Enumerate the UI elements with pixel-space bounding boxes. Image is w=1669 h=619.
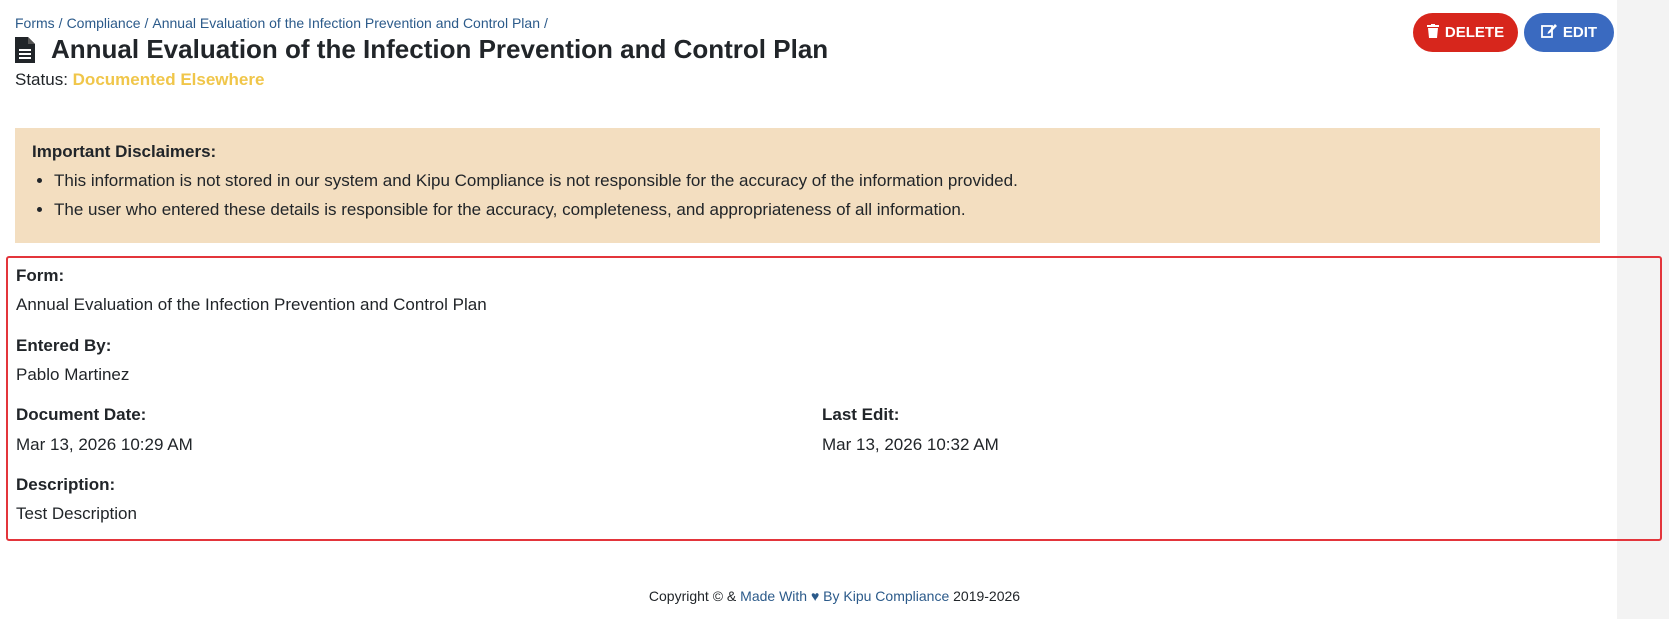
disclaimer-item: • This information is not stored in our system and Kipu Compliance is not responsible for the accuracy of the information provided. — [54, 170, 1583, 191]
footer — [0, 588, 1669, 604]
last-edit-label: Last Edit: — [822, 405, 900, 424]
breadcrumb-forms[interactable]: Forms — [15, 15, 55, 31]
form-label: Form: — [16, 266, 65, 285]
last-edit-value: Mar 13, 2026 10:32 AM — [822, 435, 999, 454]
entered-by-value: Pablo Martinez — [16, 365, 130, 384]
title-row — [15, 34, 828, 65]
disclaimer-box — [15, 128, 1600, 243]
breadcrumb-current-form[interactable]: Annual Evaluation of the Infection Prevention and Control Plan — [152, 15, 540, 31]
status-line — [15, 70, 264, 90]
breadcrumb-separator: / — [58, 15, 63, 31]
delete-label: DELETE — [1444, 24, 1505, 41]
heart-icon: ♥ — [810, 588, 820, 604]
details-panel — [6, 256, 1662, 541]
status-label: Status: — [15, 70, 68, 89]
file-text-icon — [15, 37, 35, 63]
edit-label: EDIT — [1562, 24, 1598, 41]
breadcrumb-compliance[interactable]: Compliance — [66, 15, 141, 31]
footer-by: By Kipu Compliance — [823, 588, 950, 604]
page-title: Annual Evaluation of the Infection Prevention and Control Plan — [51, 34, 829, 64]
entered-by-label: Entered By: — [16, 336, 112, 355]
edit-button[interactable] — [1524, 13, 1614, 52]
status-value: Documented Elsewhere — [72, 70, 265, 89]
delete-button[interactable] — [1413, 13, 1518, 52]
document-date-label: Document Date: — [16, 405, 147, 424]
footer-made-with-link[interactable] — [740, 588, 949, 604]
document-date-value: Mar 13, 2026 10:29 AM — [16, 435, 193, 454]
description-value: Test Description — [16, 504, 137, 523]
disclaimer-list — [32, 170, 1583, 220]
description-label: Description: — [16, 475, 116, 494]
disclaimer-item: • The user who entered these details is responsible for the accuracy, completeness, and appropriateness of all information. — [54, 199, 1583, 220]
form-value: Annual Evaluation of the Infection Prevention and Control Plan — [16, 295, 487, 314]
footer-made-with: Made With — [740, 588, 808, 604]
breadcrumb-separator: / — [543, 15, 548, 31]
breadcrumb — [15, 15, 552, 31]
breadcrumb-separator: / — [144, 15, 149, 31]
disclaimer-title: Important Disclaimers: — [32, 142, 217, 161]
edit-icon — [1541, 23, 1557, 42]
footer-years: 2019-2026 — [953, 588, 1021, 604]
footer-copyright: Copyright © & — [648, 588, 737, 604]
trash-icon — [1427, 24, 1439, 42]
